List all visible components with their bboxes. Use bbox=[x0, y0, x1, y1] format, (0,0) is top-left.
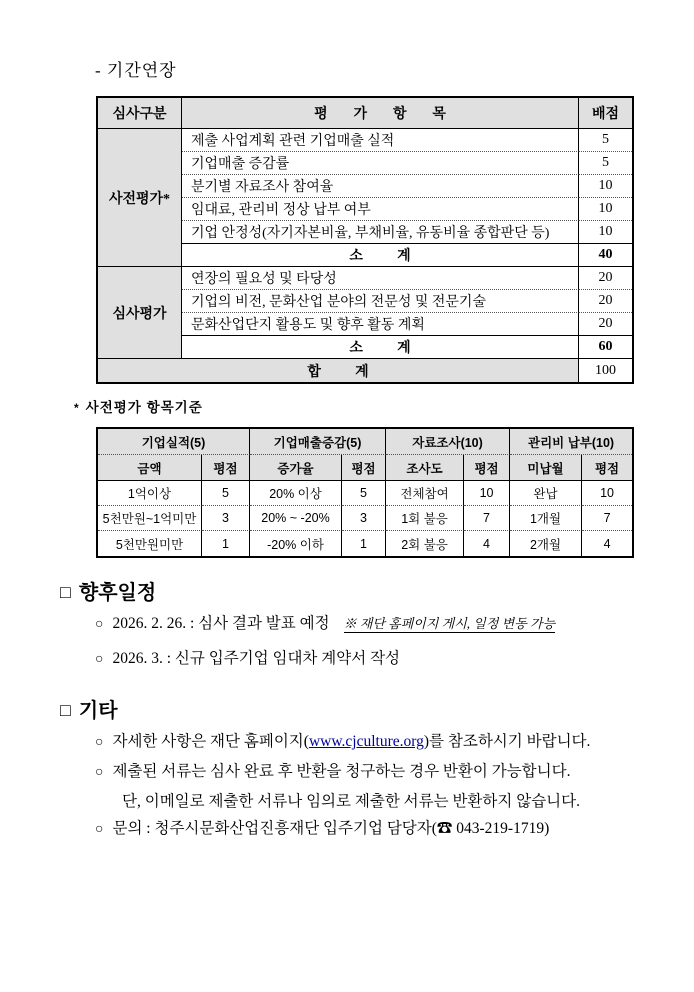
total-label: 합 계 bbox=[98, 359, 579, 382]
criteria-cell: 2회 불응 bbox=[386, 531, 464, 556]
col-header-category: 심사구분 bbox=[98, 98, 182, 129]
total-points: 100 bbox=[595, 362, 616, 378]
section-heading-schedule bbox=[60, 576, 156, 605]
sub-header: 평점 bbox=[464, 455, 510, 481]
sub-header: 조사도 bbox=[386, 455, 464, 481]
criteria-cell: 4 bbox=[603, 536, 611, 551]
etc-item-2 bbox=[95, 759, 570, 781]
criteria-label-text: 사전평가 항목기준 bbox=[85, 400, 203, 415]
sub-header: 평점 bbox=[202, 455, 250, 481]
category-cell-main-evaluation: 심사평가 bbox=[98, 267, 182, 359]
subtotal-points: 60 bbox=[579, 336, 632, 359]
criteria-cell: 20% 이상 bbox=[250, 481, 342, 506]
criteria-cell: 3 bbox=[342, 506, 386, 531]
criteria-cell: 5천만원~1억미만 bbox=[98, 506, 202, 531]
criteria-cell: 5 bbox=[202, 481, 250, 506]
criteria-cell: 4 bbox=[464, 531, 510, 556]
col-header-points: 배점 bbox=[579, 98, 632, 129]
section-heading-etc bbox=[60, 694, 118, 723]
criteria-cell: 5천만원미만 bbox=[98, 531, 202, 556]
circle-bullet-icon: ○ bbox=[95, 617, 104, 632]
criteria-cell: 1억이상 bbox=[98, 481, 202, 506]
eval-points-cell: 20 bbox=[579, 290, 632, 313]
eval-item-cell: 연장의 필요성 및 타당성 bbox=[182, 267, 579, 290]
criteria-table bbox=[96, 427, 634, 558]
eval-item-cell: 분기별 자료조사 참여율 bbox=[182, 175, 579, 198]
criteria-cell: -20% 이하 bbox=[250, 531, 342, 556]
schedule-item-1-note: ※ 재단 홈페이지 게시, 일정 변동 가능 bbox=[343, 616, 556, 631]
group-header: 기업실적(5) bbox=[98, 429, 250, 455]
criteria-cell: 전체참여 bbox=[386, 481, 464, 506]
etc-heading-text: 기타 bbox=[78, 700, 118, 722]
eval-item-cell: 임대료, 관리비 정상 납부 여부 bbox=[182, 198, 579, 221]
subtotal-points: 40 bbox=[579, 244, 632, 267]
subtotal-label: 소 계 bbox=[182, 244, 579, 267]
criteria-cell: 7 bbox=[464, 506, 510, 531]
asterisk-marker: * bbox=[74, 401, 80, 415]
criteria-cell: 3 bbox=[202, 506, 250, 531]
schedule-heading-text: 향후일정 bbox=[78, 582, 157, 604]
criteria-group-header-row bbox=[98, 429, 632, 455]
group-header: 기업매출증감(5) bbox=[250, 429, 386, 455]
eval-item-cell: 기업매출 증감률 bbox=[182, 152, 579, 175]
sub-header: 미납월 bbox=[510, 455, 582, 481]
sub-header: 평점 bbox=[342, 455, 386, 481]
criteria-data-row bbox=[98, 506, 632, 531]
square-bullet-icon: □ bbox=[60, 700, 71, 720]
etc-item-3 bbox=[95, 816, 549, 838]
etc-item-1 bbox=[95, 729, 590, 751]
criteria-cell: 10 bbox=[582, 481, 632, 506]
eval-points-cell: 5 bbox=[579, 129, 632, 152]
circle-bullet-icon: ○ bbox=[95, 735, 104, 750]
eval-points-cell: 5 bbox=[579, 152, 632, 175]
eval-points-cell: 10 bbox=[579, 175, 632, 198]
schedule-item-2-text: 2026. 3. : 신규 입주기업 임대차 계약서 작성 bbox=[112, 650, 401, 667]
category-cell-pre-evaluation: 사전평가* bbox=[98, 129, 182, 267]
total-row bbox=[98, 359, 632, 382]
circle-bullet-icon: ○ bbox=[95, 652, 104, 667]
schedule-item-2 bbox=[95, 646, 400, 668]
criteria-cell: 2개월 bbox=[510, 531, 582, 556]
col-header-item: 평 가 항 목 bbox=[182, 98, 579, 129]
eval-item-cell: 기업의 비전, 문화산업 분야의 전문성 및 전문기술 bbox=[182, 290, 579, 313]
evaluation-table bbox=[96, 96, 634, 384]
etc-item-2-line1: 제출된 서류는 심사 완료 후 반환을 청구하는 경우 반환이 가능합니다. bbox=[112, 763, 571, 780]
etc-item-1-before: 자세한 사항은 재단 홈페이지( bbox=[112, 733, 309, 750]
table-row bbox=[98, 129, 632, 152]
group-header: 관리비 납부(10) bbox=[510, 429, 632, 455]
sub-header: 증가율 bbox=[250, 455, 342, 481]
criteria-cell: 20% ~ -20% bbox=[250, 506, 342, 531]
group-header: 자료조사(10) bbox=[386, 429, 510, 455]
sub-header: 평점 bbox=[582, 455, 632, 481]
eval-item-cell: 기업 안정성(자기자본비율, 부채비율, 유동비율 종합판단 등) bbox=[182, 221, 579, 244]
criteria-cell: 7 bbox=[582, 506, 632, 531]
etc-item-2-line2: 단, 이메일로 제출한 서류나 임의로 제출한 서류는 반환하지 않습니다. bbox=[122, 793, 580, 810]
eval-item-cell: 문화산업단지 활용도 및 향후 활동 계획 bbox=[182, 313, 579, 336]
table-row bbox=[98, 267, 632, 290]
eval-points-cell: 20 bbox=[579, 313, 632, 336]
etc-item-3-text: 문의 : 청주시문화산업진흥재단 입주기업 담당자(☎ 043-219-1719) bbox=[112, 820, 550, 837]
subtotal-label: 소 계 bbox=[182, 336, 579, 359]
criteria-cell: 1 bbox=[342, 531, 386, 556]
circle-bullet-icon: ○ bbox=[95, 822, 104, 837]
section-title-period-extension: - 기간연장 bbox=[95, 61, 177, 80]
criteria-subheader-row bbox=[98, 455, 632, 481]
criteria-cell: 1 bbox=[202, 531, 250, 556]
schedule-item-1-text: 2026. 2. 26. : 심사 결과 발표 예정 bbox=[112, 615, 330, 632]
homepage-link[interactable]: www.cjculture.org bbox=[308, 733, 424, 750]
square-bullet-icon: □ bbox=[60, 582, 71, 602]
sub-header: 금액 bbox=[98, 455, 202, 481]
criteria-data-row bbox=[98, 531, 632, 556]
criteria-cell: 완납 bbox=[510, 481, 582, 506]
criteria-note-label bbox=[74, 396, 203, 416]
eval-points-cell: 10 bbox=[579, 198, 632, 221]
etc-item-2-continuation bbox=[122, 789, 580, 811]
schedule-item-1 bbox=[95, 611, 555, 633]
eval-points-cell: 20 bbox=[579, 267, 632, 290]
etc-item-1-after: )를 참조하시기 바랍니다. bbox=[423, 733, 591, 750]
criteria-cell: 10 bbox=[464, 481, 510, 506]
criteria-cell: 1회 불응 bbox=[386, 506, 464, 531]
criteria-cell: 1개월 bbox=[510, 506, 582, 531]
eval-points-cell: 10 bbox=[579, 221, 632, 244]
criteria-data-row bbox=[98, 481, 632, 506]
criteria-cell: 5 bbox=[342, 481, 386, 506]
eval-item-cell: 제출 사업계획 관련 기업매출 실적 bbox=[182, 129, 579, 152]
circle-bullet-icon: ○ bbox=[95, 765, 104, 780]
evaluation-table-header-row bbox=[98, 98, 632, 129]
